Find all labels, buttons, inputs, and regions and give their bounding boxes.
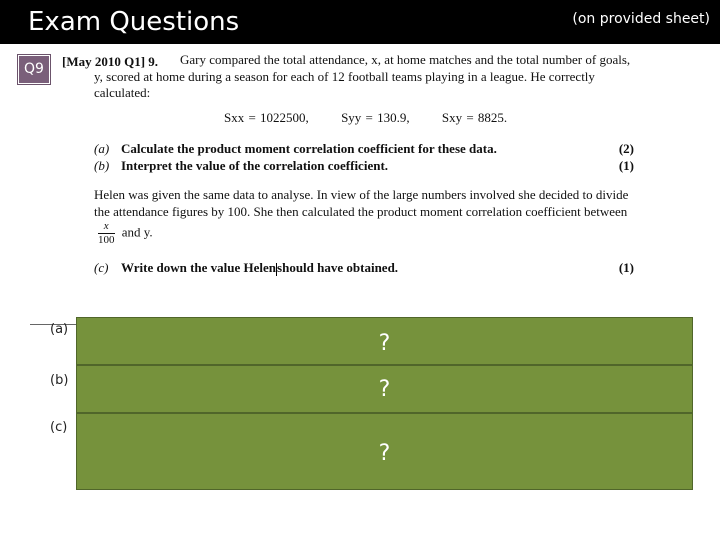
exam-question bbox=[94, 52, 640, 277]
para2-end: and y. bbox=[121, 224, 153, 240]
part-a-marks: (2) bbox=[618, 141, 634, 156]
answer-a-label: (a) bbox=[50, 322, 69, 337]
title-bar bbox=[0, 0, 720, 44]
question-intro: Gary compared the total attendance, x, at home matches and the total number of goals, y, scored at home during a season for each of 12 football teams playing in a league. He correctly calculated: bbox=[94, 52, 631, 100]
sheet-note: (on provided sheet) bbox=[572, 11, 710, 27]
fraction-numerator: x bbox=[103, 220, 109, 232]
part-b-text: Interpret the value of the correlation coefficient. bbox=[121, 157, 389, 173]
exam-reference: [May 2010 Q1] 9. bbox=[62, 54, 159, 69]
part-a-text: Calculate the product moment correlation coefficient for these data. bbox=[121, 141, 497, 156]
fraction-x-over-100 bbox=[98, 220, 115, 247]
slide-title: Exam Questions bbox=[28, 7, 240, 37]
answer-c-label: (c) bbox=[50, 420, 68, 435]
question-badge[interactable]: Q9 bbox=[18, 55, 50, 84]
answer-b-label: (b) bbox=[50, 373, 69, 388]
syy-value: Syy = 130.9, bbox=[341, 109, 410, 125]
part-c-label: (c) bbox=[94, 260, 109, 275]
answer-b-box[interactable]: ? bbox=[76, 365, 693, 413]
part-a-label: (a) bbox=[94, 141, 110, 156]
question-para2 bbox=[94, 187, 640, 247]
answer-a-box[interactable]: ? bbox=[76, 317, 693, 365]
para2-start: Helen was given the same data to analyse. In view of the large numbers involved she decided to divide the attendance figures by 100. She then calculated the product moment correlation coefficient between bbox=[94, 187, 629, 219]
sxx-value: Sxx = 1022500, bbox=[224, 109, 309, 125]
part-c-marks: (1) bbox=[618, 260, 634, 275]
answer-c-box[interactable]: ? bbox=[76, 413, 693, 490]
fraction-denominator: 100 bbox=[98, 234, 115, 246]
part-c-text-1: Write down the value Helen bbox=[121, 260, 277, 275]
part-b-marks: (1) bbox=[618, 157, 634, 173]
part-a bbox=[94, 141, 640, 158]
part-c bbox=[94, 260, 640, 277]
part-b-label: (b) bbox=[94, 157, 110, 173]
sums-line bbox=[94, 110, 640, 127]
part-b bbox=[94, 158, 640, 175]
part-c-text-2: should have obtained. bbox=[277, 260, 399, 275]
sxy-value: Sxy = 8825. bbox=[441, 109, 508, 125]
